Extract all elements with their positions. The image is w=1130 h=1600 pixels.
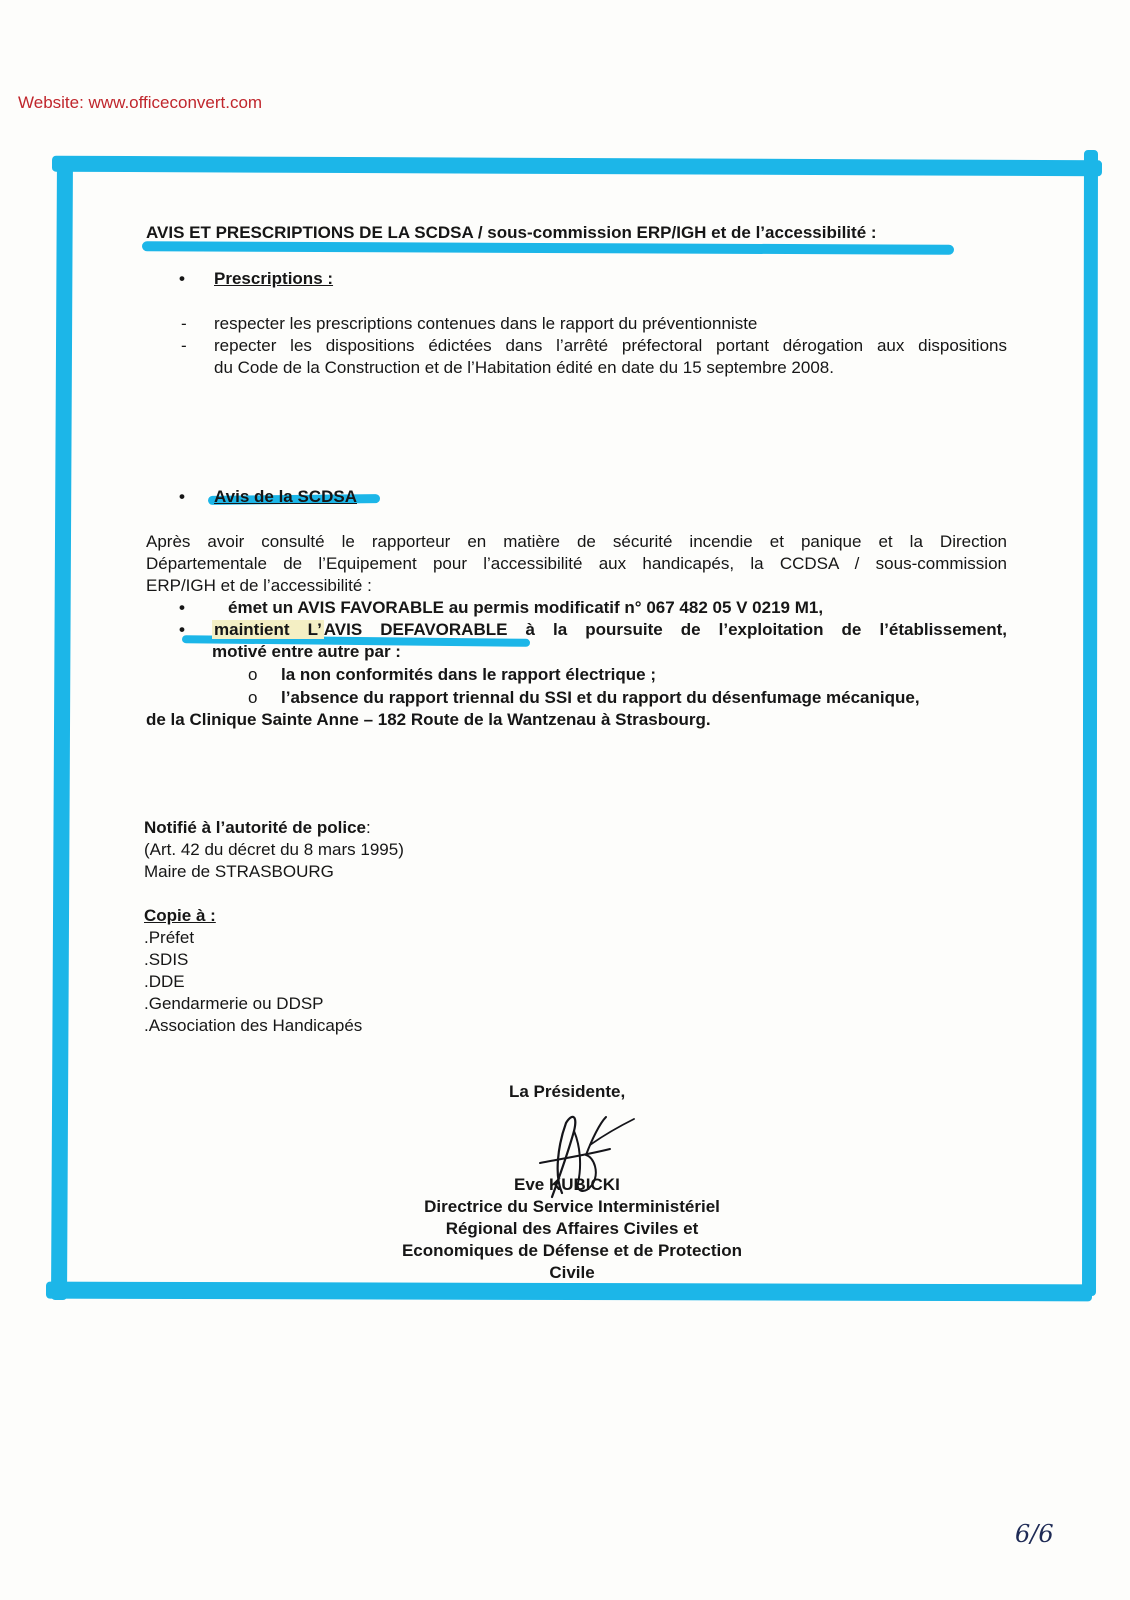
copie-item: .Association des Handicapés: [144, 1016, 363, 1035]
prescription-item-1: respecter les prescriptions contenues dans le rapport du préventionniste: [214, 314, 758, 333]
avis-intro-line-2: Départementale de l’Equipement pour l’accessibilité aux handicapés, la CCDSA / sous-commission: [146, 554, 1007, 573]
clinique-line: de la Clinique Sainte Anne – 182 Route de la Wantzenau à Strasbourg.: [146, 710, 711, 729]
motive-line: motivé entre autre par :: [212, 642, 401, 661]
dash-2: -: [181, 336, 187, 355]
subpoint-1: la non conformités dans le rapport électrique ;: [281, 665, 657, 684]
marker-frame-right: [1082, 150, 1098, 1296]
copie-item: .SDIS: [144, 950, 189, 969]
notifie-line-1: (Art. 42 du décret du 8 mars 1995): [144, 840, 404, 859]
prescriptions-title: Prescriptions :: [214, 269, 334, 288]
avis-intro-line-3: ERP/IGH et de l’accessibilité :: [146, 576, 372, 595]
sub-marker-2: o: [248, 688, 258, 707]
bullet-favorable: •: [179, 598, 185, 617]
sub-marker-1: o: [248, 665, 258, 684]
avis-intro-line-1: Après avoir consulté le rapporteur en matière de sécurité incendie et panique et la Direction: [146, 532, 1007, 551]
signatory-title-line-3: Economiques de Défense et de Protection: [401, 1241, 743, 1260]
avis-defavorable-point: [212, 619, 1007, 641]
copie-item: .DDE: [144, 972, 185, 991]
document-heading: AVIS ET PRESCRIPTIONS DE LA SCDSA / sous-commission ERP/IGH et de l’accessibilité :: [146, 223, 877, 242]
bullet-defavorable: •: [179, 620, 185, 639]
maintient-highlight: maintient L’: [214, 620, 322, 639]
avis-favorable-point: émet un AVIS FAVORABLE au permis modificatif n° 067 482 05 V 0219 M1,: [228, 598, 824, 617]
signatory-title-line-1: Directrice du Service Interministériel: [424, 1197, 720, 1216]
avis-title: Avis de la SCDSA: [214, 487, 357, 506]
notifie-colon: :: [365, 818, 371, 837]
bullet-prescriptions: •: [179, 269, 185, 288]
copie-item: .Gendarmerie ou DDSP: [144, 994, 324, 1013]
subpoint-2: l’absence du rapport triennal du SSI et du rapport du désenfumage mécanique,: [281, 688, 920, 707]
signatory-title-line-4: Civile: [549, 1263, 595, 1282]
signatory-title-line-2: Régional des Affaires Civiles et: [445, 1219, 699, 1238]
dash-1: -: [181, 314, 187, 333]
notifie-heading: [144, 817, 371, 839]
marker-frame-bottom: [46, 1282, 1092, 1302]
copie-title: Copie à :: [144, 906, 216, 925]
marker-frame-left: [51, 158, 73, 1300]
signatory-role: La Présidente,: [509, 1082, 626, 1101]
prescription-item-2-line-2: du Code de la Construction et de l’Habitation édité en date du 15 septembre 2008.: [214, 358, 834, 377]
defavorable-rest: AVIS DEFAVORABLE à la poursuite de l’exploitation de l’établissement,: [323, 620, 1007, 639]
notifie-title: Notifié à l’autorité de police: [144, 818, 366, 837]
bullet-avis: •: [179, 487, 185, 506]
prescription-item-2-line-1: repecter les dispositions édictées dans l’arrêté préfectoral portant dérogation aux dispositions: [214, 336, 1007, 355]
notifie-line-2: Maire de STRASBOURG: [144, 862, 334, 881]
copie-item: .Préfet: [144, 928, 195, 947]
website-watermark: Website: www.officeconvert.com: [18, 93, 263, 112]
signatory-name: Eve KUBICKI: [514, 1175, 620, 1194]
page-number: 6/6: [1015, 1520, 1054, 1548]
marker-frame-top: [52, 156, 1102, 177]
